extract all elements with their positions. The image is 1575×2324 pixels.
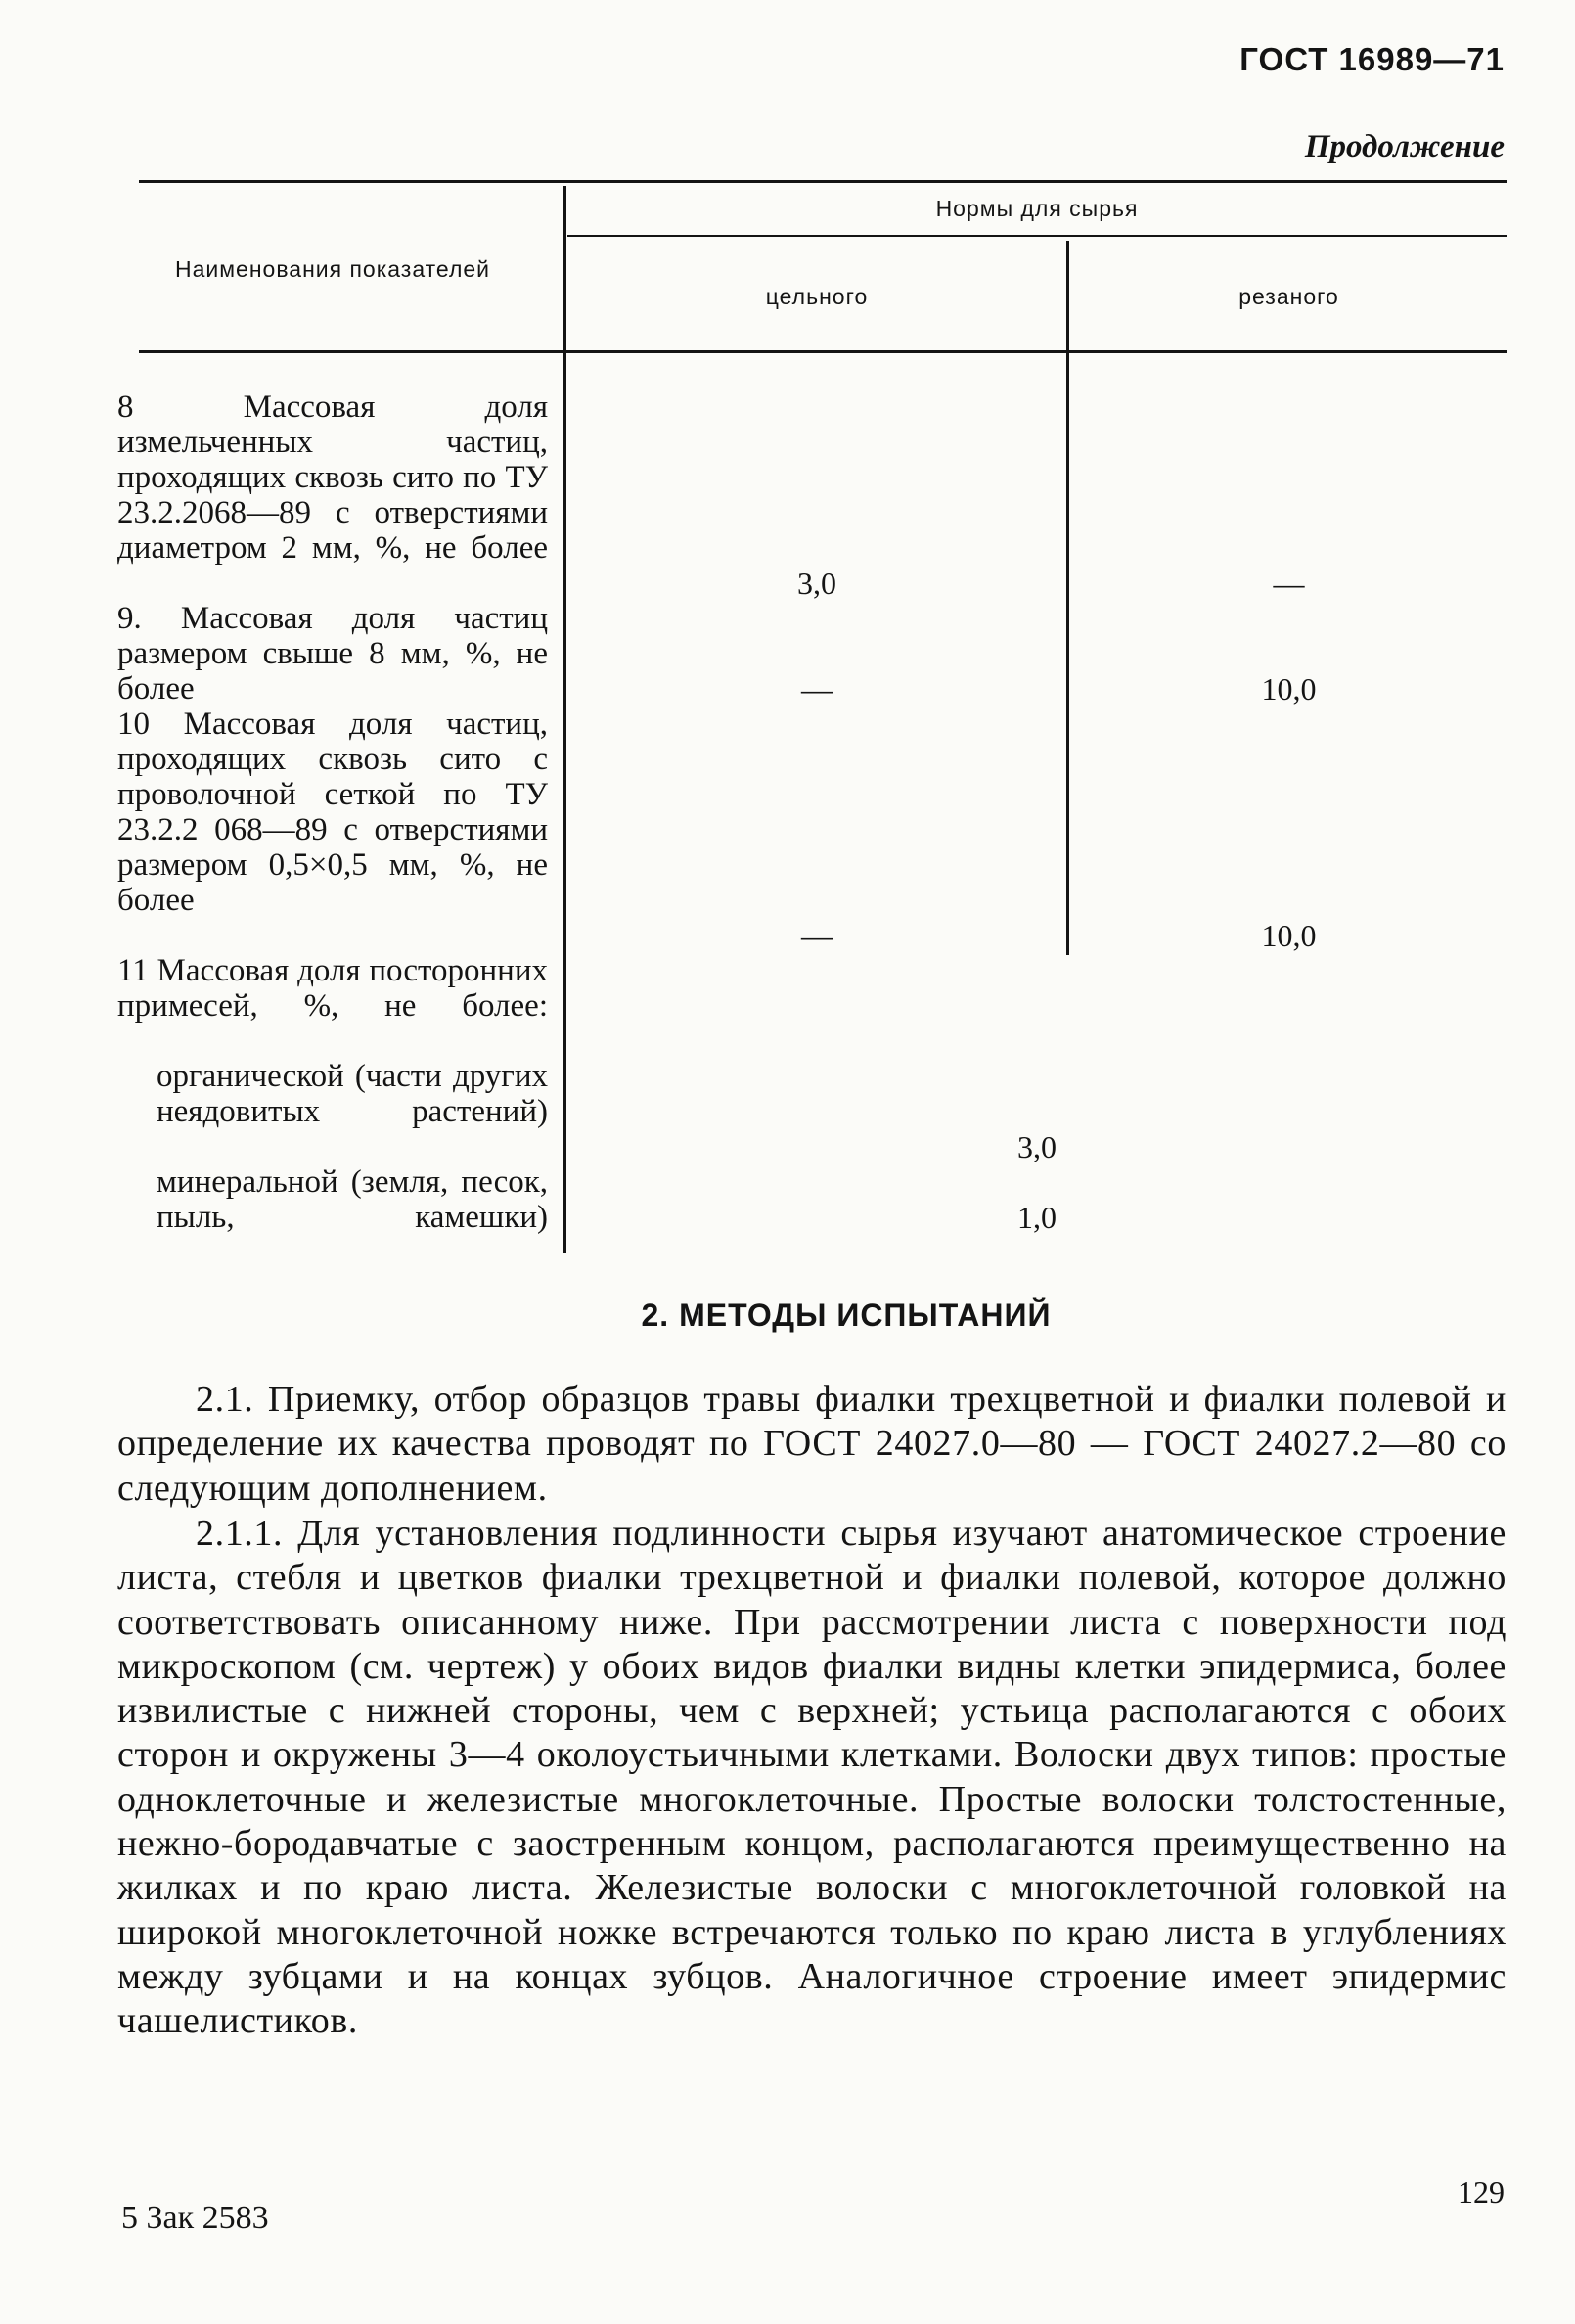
col-header-group: Нормы для сырья <box>935 196 1139 221</box>
table-row-name: 10 Массовая доля частиц, проходящих сквозь сито с проволочной сеткой по ТУ 23.2.2 068—89 с отверстиями размером 0,5×0,5 мм, %, не более <box>117 706 548 918</box>
paragraph: 2.1.1. Для установления подлинности сырья изучают анатомическое строение листа, стебля и цветков фиалки трехцветной и фиалки полевой, которое должно соответствовать описанному ниже. При рассмотрении листа с поверхности под микроскопом (см. чертеж) у обоих видов фиалки видны клетки эпидермиса, более извилистые с нижней стороны, чем с верхней; устьица располагаются с обоих сторон и окружены 3—4 околоустьичными клетками. Волоски двух типов: простые одноклеточные и железистые многоклеточные. Простые волоски толстостенные, нежно-бородавчатые с заостренным концом, располагаются преимущественно на жилках и по краю листа. Железистые волоски с многоклеточной головкой на широкой многоклеточной ножке встречаются только по краю листа в углублениях между зубцами и на концах зубцов. Аналогичное строение имеет эпидермис чашелистиков. <box>117 1513 1507 2042</box>
table-cell-whole: 3,0 <box>797 566 836 601</box>
col-header-whole: цельного <box>765 284 869 309</box>
order-reference: 5 Зак 2583 <box>121 2200 269 2236</box>
table-cell-cut: 10,0 <box>1261 671 1317 706</box>
table-top-rule <box>139 180 1507 183</box>
table-cell-whole: — <box>801 671 832 706</box>
table-row-name: 8 Массовая доля измельченных частиц, проходящих сквозь сито по ТУ 23.2.2068—89 с отверстиями диаметром 2 мм, %, не более <box>117 389 548 566</box>
table-row-name: 9. Массовая доля частиц размером свыше 8 мм, %, не более <box>117 601 548 706</box>
standard-code: ГОСТ 16989—71 <box>1239 41 1505 77</box>
table-divider-1 <box>563 186 566 1253</box>
col-header-cut: резаного <box>1238 284 1339 309</box>
table-cell-merged: 1,0 <box>1017 1200 1057 1235</box>
table-cell-cut: — <box>1273 566 1305 601</box>
table-divider-2 <box>1066 241 1069 955</box>
table-row-name: минеральной (земля, песок, пыль, камешки) <box>157 1164 548 1235</box>
page-number: 129 <box>1458 2174 1505 2210</box>
table-cell-cut: 10,0 <box>1261 918 1317 953</box>
table-cell-merged: 3,0 <box>1017 1129 1057 1164</box>
section-title: 2. МЕТОДЫ ИСПЫТАНИЙ <box>641 1298 1052 1333</box>
table-cell-whole: — <box>801 918 832 953</box>
table-row-name: органической (части других неядовитых растений) <box>157 1059 548 1129</box>
table-group-rule <box>567 235 1507 237</box>
col-header-indicator: Наименования показателей <box>174 256 491 282</box>
paragraph: 2.1. Приемку, отбор образцов травы фиалки трехцветной и фиалки полевой и определение их качества проводят по ГОСТ 24027.0—80 — ГОСТ 24027.2—80 со следующим дополнением. <box>117 1379 1507 1509</box>
table-row-name: 11 Массовая доля посторонних примесей, %, не более: <box>117 953 548 1024</box>
table-header-rule <box>139 350 1507 353</box>
continuation-label: Продолжение <box>1304 129 1505 164</box>
